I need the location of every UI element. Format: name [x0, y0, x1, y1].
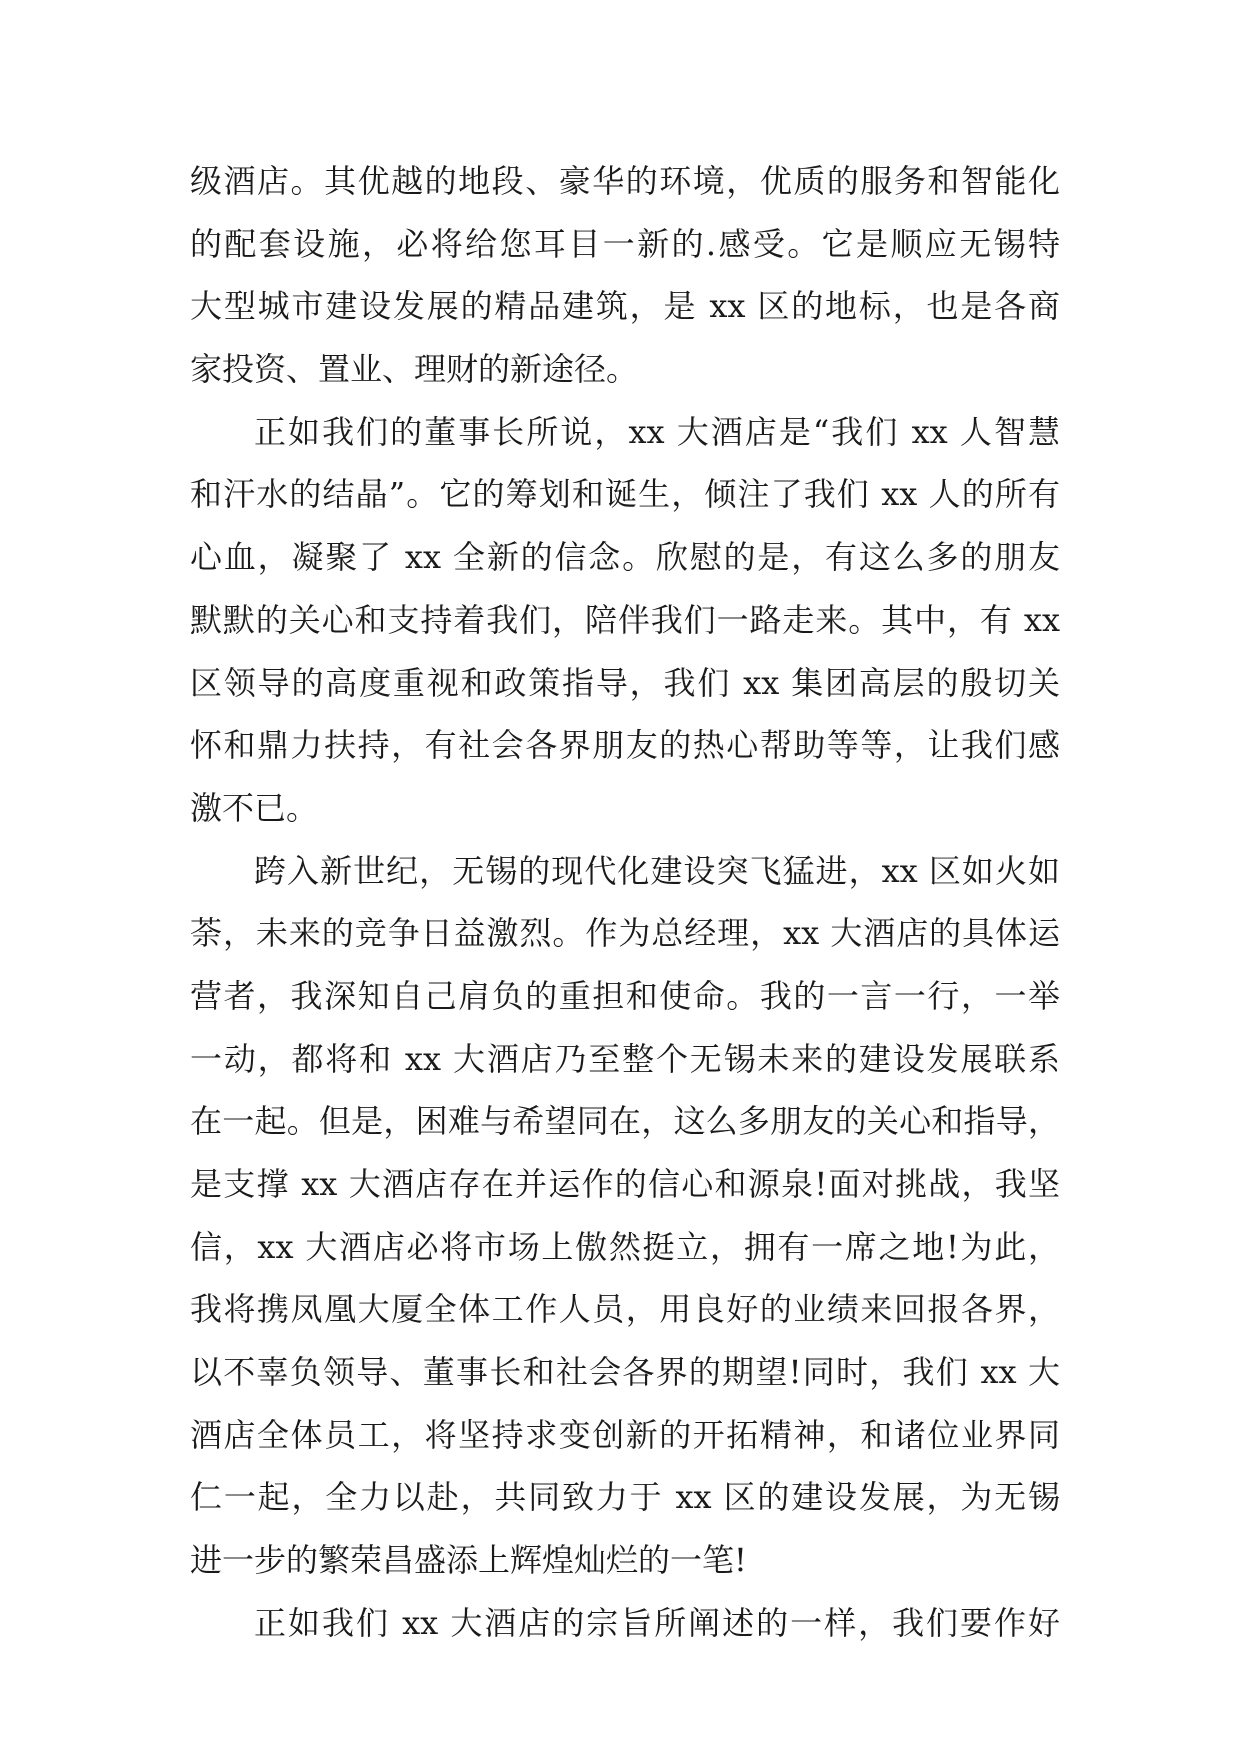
- text-line: 仁一起，全力以赴，共同致力于 xx 区的建设发展，为无锡: [190, 1478, 1060, 1517]
- text-line: 酒店全体员工，将坚持求变创新的开拓精神，和诸位业界同: [190, 1415, 1060, 1454]
- text-line: 大型城市建设发展的精品建筑，是 xx 区的地标，也是各商: [190, 287, 1060, 326]
- text-line: 级酒店。其优越的地段、豪华的环境，优质的服务和智能化: [190, 162, 1060, 200]
- text-line: 是支撑 xx 大酒店存在并运作的信心和源泉!面对挑战，我坚: [190, 1165, 1060, 1203]
- paragraph-first-line: 跨入新世纪，无锡的现代化建设突飞猛进，xx 区如火如: [254, 851, 1060, 890]
- text-line: 在一起。但是，困难与希望同在，这么多朋友的关心和指导，: [190, 1102, 1060, 1141]
- text-line: 和汗水的结晶”。它的筹划和诞生，倾注了我们 xx 人的所有: [190, 475, 1060, 514]
- text-line: 信，xx 大酒店必将市场上傲然挺立，拥有一席之地!为此，: [190, 1227, 1060, 1266]
- text-line: 以不辜负领导、董事长和社会各界的期望!同时，我们 xx 大: [190, 1353, 1060, 1392]
- text-line: 默默的关心和支持着我们，陪伴我们一路走来。其中，有 xx: [190, 600, 1060, 639]
- paragraph-first-line: 正如我们的董事长所说，xx 大酒店是“我们 xx 人智慧: [254, 412, 1060, 451]
- text-line: 家投资、置业、理财的新途径。: [190, 350, 639, 389]
- text-line: 我将携凤凰大厦全体工作人员，用良好的业绩来回报各界，: [190, 1290, 1060, 1329]
- text-line: 营者，我深知自己肩负的重担和使命。我的一言一行，一举: [190, 976, 1060, 1015]
- text-line: 区领导的高度重视和政策指导，我们 xx 集团高层的殷切关: [190, 663, 1060, 702]
- text-line: 怀和鼎力扶持，有社会各界朋友的热心帮助等等，让我们感: [190, 726, 1060, 765]
- text-line: 进一步的繁荣昌盛添上辉煌灿烂的一笔!: [190, 1541, 747, 1580]
- body-text: [190, 150, 1060, 1655]
- text-line: 一动，都将和 xx 大酒店乃至整个无锡未来的建设发展联系: [190, 1039, 1060, 1078]
- text-line: 心血，凝聚了 xx 全新的信念。欣慰的是，有这么多的朋友: [190, 538, 1060, 577]
- text-line: 的配套设施，必将给您耳目一新的.感受。它是顺应无锡特: [190, 224, 1060, 263]
- paragraph-first-line: 正如我们 xx 大酒店的宗旨所阐述的一样，我们要作好: [254, 1603, 1060, 1642]
- text-line: 激不已。: [190, 788, 319, 827]
- text-line: 荼，未来的竞争日益激烈。作为总经理，xx 大酒店的具体运: [190, 914, 1060, 953]
